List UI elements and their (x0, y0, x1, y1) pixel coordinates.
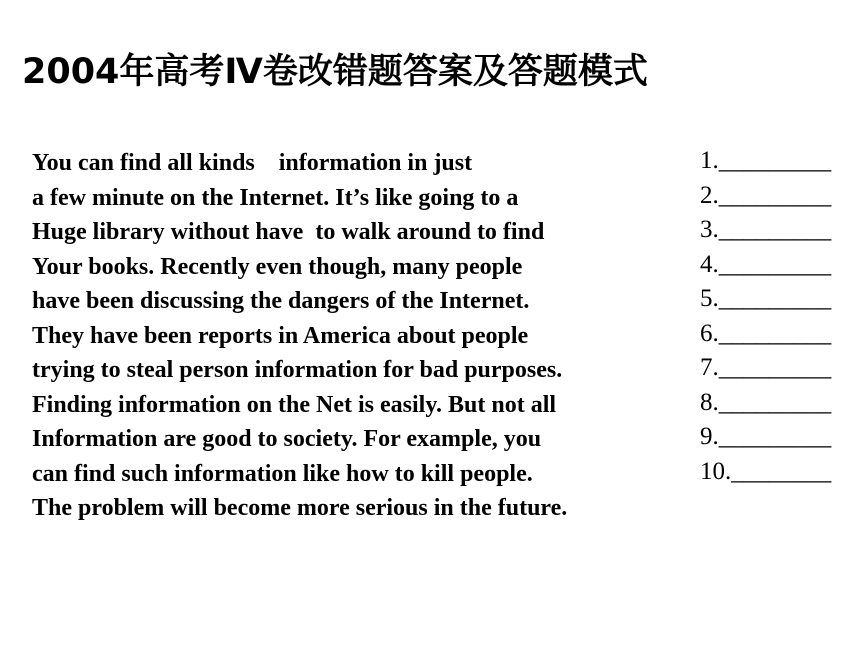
answer-blank-8[interactable]: 8._________ (700, 388, 832, 416)
passage-line: can find such information like how to kill people. (32, 460, 533, 487)
answer-blank-4[interactable]: 4._________ (700, 250, 832, 278)
answer-blank-9[interactable]: 9._________ (700, 423, 832, 450)
answer-blank-3[interactable]: 3._________ (700, 216, 832, 243)
passage-line: have been discussing the dangers of the Internet. (32, 288, 530, 314)
answer-blank-5[interactable]: 5._________ (700, 285, 832, 312)
passage-line: a few minute on the Internet. It’s like going to a (32, 184, 519, 211)
answer-blanks-column (700, 144, 856, 489)
passage-line: You can find all kinds information in just (32, 150, 473, 176)
passage-line: Information are good to society. For example, you (32, 426, 542, 452)
answer-blank-6[interactable]: 6._________ (700, 319, 832, 347)
answer-blank-7[interactable]: 7._________ (700, 354, 832, 381)
answer-blank-2[interactable]: 2._________ (700, 181, 832, 209)
answer-blank-1[interactable]: 1._________ (700, 147, 832, 174)
passage-line: Your books. Recently even though, many people (32, 253, 523, 280)
page-title: 2004年高考Ⅳ卷改错题答案及答题模式 (22, 52, 648, 92)
error-correction-passage (32, 146, 692, 526)
passage-line: Finding information on the Net is easily. But not all (32, 391, 557, 418)
passage-line: trying to steal person information for bad purposes. (32, 357, 563, 383)
passage-line: They have been reports in America about people (32, 322, 529, 349)
passage-line: The problem will become more serious in the future. (32, 495, 568, 521)
answer-blank-10[interactable]: 10.________ (700, 457, 832, 485)
passage-line: Huge library without have to walk around to find (32, 219, 545, 245)
